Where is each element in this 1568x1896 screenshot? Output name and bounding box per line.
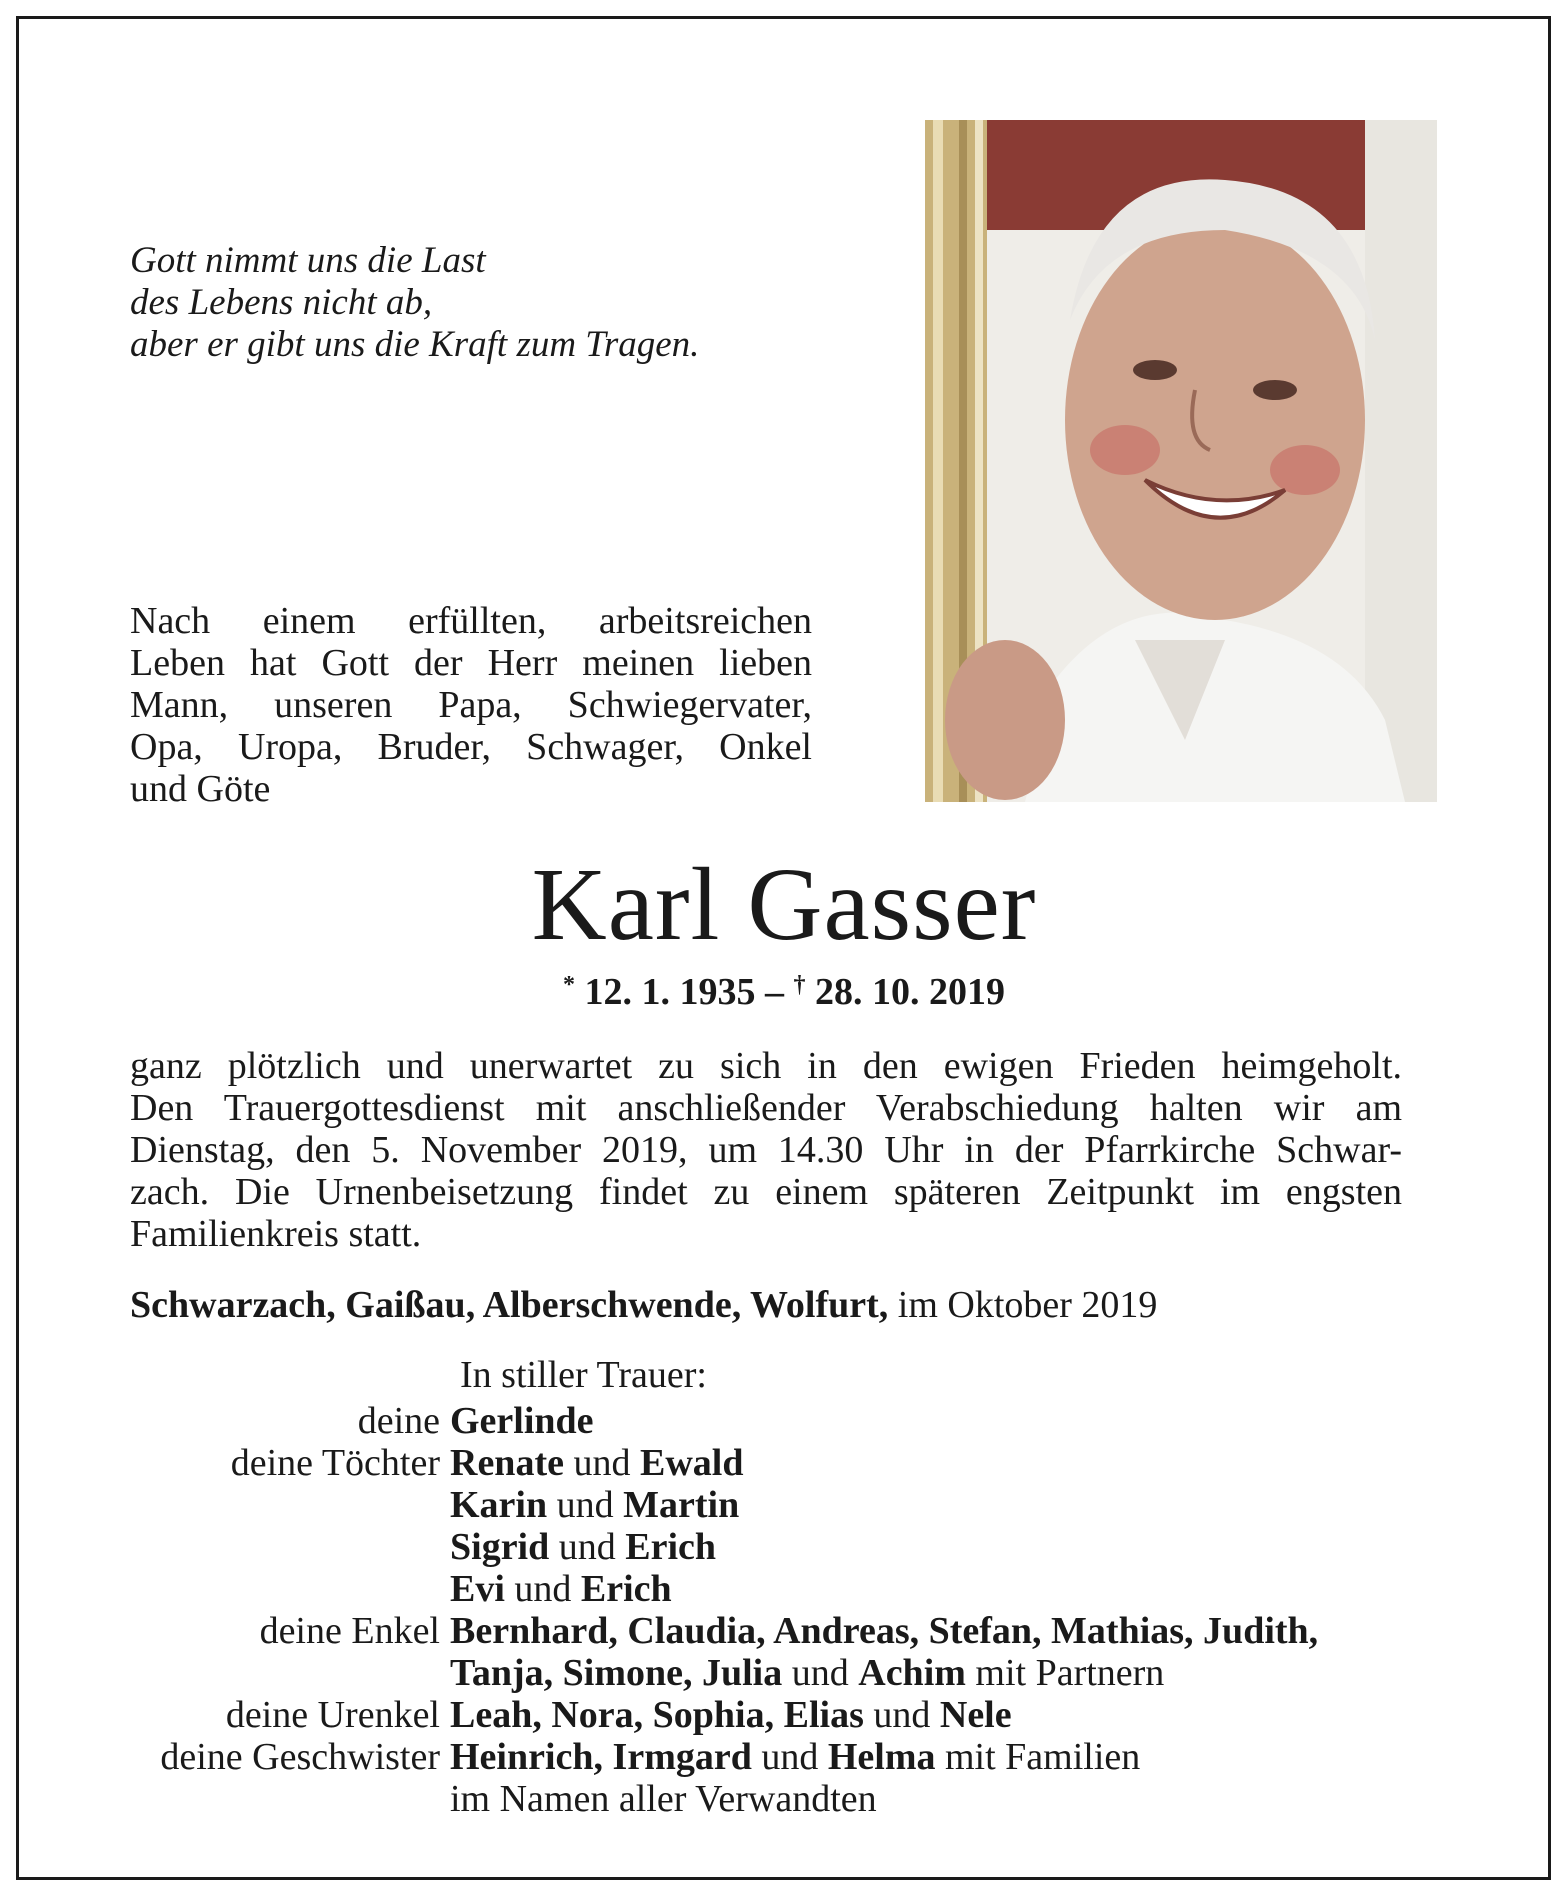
mourners-list <box>90 1400 1490 1820</box>
mourner-names <box>450 1652 1164 1694</box>
body-line: Den Trauergottesdienst mit anschließender Verabschiedung halten wir am <box>130 1087 1402 1129</box>
body-line: Dienstag, den 5. November 2019, um 14.30 Uhr in der Pfarrkirche Schwar- <box>130 1129 1402 1171</box>
birth-date: 12. 1. 1935 <box>584 971 756 1013</box>
mourner-relation: deine Urenkel <box>225 1694 440 1736</box>
portrait-photo <box>925 120 1437 802</box>
mourner-text: und <box>504 1568 581 1610</box>
mourner-relation <box>90 1484 450 1526</box>
mourner-name: Bernhard, Claudia, Andreas, Stefan, Mathias, Judith, <box>450 1610 1319 1652</box>
mourning-heading: In stiller Trauer: <box>460 1354 707 1396</box>
mourner-names <box>450 1778 877 1820</box>
mourner-name: Renate <box>450 1442 564 1484</box>
death-date: 28. 10. 2019 <box>815 971 1005 1013</box>
mourner-row <box>90 1526 1490 1568</box>
intro-line: Opa, Uropa, Bruder, Schwager, Onkel <box>130 726 812 768</box>
place-date: im Oktober 2019 <box>897 1284 1158 1326</box>
mourner-row <box>90 1610 1490 1652</box>
death-mark: † <box>793 972 806 998</box>
mourner-names <box>450 1568 672 1610</box>
mourner-name: Sigrid <box>450 1526 550 1568</box>
mourner-relation: deine <box>357 1400 440 1442</box>
mourner-text: mit Familien <box>935 1736 1141 1778</box>
intro-line: und Göte <box>130 768 271 810</box>
motto-line: Gott nimmt uns die Last <box>130 240 486 281</box>
mourner-name: Tanja, Simone, Julia <box>450 1652 783 1694</box>
mourner-relation <box>90 1526 450 1568</box>
mourner-row <box>90 1778 1490 1820</box>
mourner-text: und <box>549 1526 626 1568</box>
mourner-text: im Namen aller Verwandten <box>450 1778 877 1820</box>
mourner-text: und <box>751 1736 828 1778</box>
mourner-relation: deine Töchter <box>230 1442 440 1484</box>
body-line: zach. Die Urnenbeisetzung findet zu einem späteren Zeitpunkt im engsten <box>130 1171 1402 1213</box>
mourner-relation <box>90 1778 450 1820</box>
mourner-text: und <box>547 1484 624 1526</box>
mourner-name: Erich <box>580 1568 672 1610</box>
mourner-text: und <box>782 1652 859 1694</box>
mourner-relation <box>90 1568 450 1610</box>
date-separator: – <box>765 971 784 1013</box>
birth-mark: * <box>563 972 575 998</box>
motto-line: aber er gibt uns die Kraft zum Tragen. <box>130 324 700 365</box>
mourner-name: Leah, Nora, Sophia, Elias <box>450 1694 864 1736</box>
mourner-names <box>450 1610 1318 1652</box>
mourner-name: Heinrich, Irmgard <box>450 1736 752 1778</box>
life-dates <box>0 962 1568 1015</box>
mourner-names <box>450 1526 716 1568</box>
mourner-name: Achim <box>858 1652 966 1694</box>
mourner-text: mit Partnern <box>965 1652 1165 1694</box>
mourner-names <box>450 1400 594 1442</box>
mourner-text: und <box>563 1442 640 1484</box>
mourner-row <box>90 1484 1490 1526</box>
mourner-names <box>450 1484 739 1526</box>
intro-line: Leben hat Gott der Herr meinen lieben <box>130 642 812 684</box>
mourner-relation <box>90 1652 450 1694</box>
body-line: Familienkreis statt. <box>130 1213 422 1255</box>
mourner-name: Erich <box>625 1526 717 1568</box>
motto-line: des Lebens nicht ab, <box>130 282 433 323</box>
mourner-names <box>450 1694 1012 1736</box>
place-date-line <box>130 1282 1430 1328</box>
funeral-notice-paragraph <box>130 1045 1402 1255</box>
mourner-names <box>450 1442 743 1484</box>
mourner-name: Evi <box>450 1568 505 1610</box>
mourner-text: und <box>863 1694 940 1736</box>
mourner-name: Nele <box>939 1694 1012 1736</box>
mourner-row <box>90 1736 1490 1778</box>
motto-quote <box>130 240 830 366</box>
mourner-name: Martin <box>623 1484 740 1526</box>
mourner-name: Karin <box>450 1484 548 1526</box>
deceased-name: Karl Gasser <box>531 847 1037 962</box>
mourner-name: Helma <box>827 1736 936 1778</box>
intro-line: Nach einem erfüllten, arbeitsreichen <box>130 600 812 642</box>
mourner-row <box>90 1652 1490 1694</box>
mourner-relation: deine Enkel <box>259 1610 440 1652</box>
mourner-name: Ewald <box>639 1442 744 1484</box>
mourner-names <box>450 1736 1140 1778</box>
intro-paragraph <box>130 600 812 810</box>
intro-line: Mann, unseren Papa, Schwiegervater, <box>130 684 812 726</box>
places-list: Schwarzach, Gaißau, Alberschwende, Wolfurt, <box>130 1284 889 1326</box>
mourner-row <box>90 1568 1490 1610</box>
mourner-row <box>90 1694 1490 1736</box>
portrait-illustration <box>925 120 1437 802</box>
mourner-row <box>90 1442 1490 1484</box>
mourner-row <box>90 1400 1490 1442</box>
mourner-name: Gerlinde <box>450 1400 594 1442</box>
mourner-relation: deine Geschwister <box>160 1736 440 1778</box>
body-line: ganz plötzlich und unerwartet zu sich in den ewigen Frieden heimgeholt. <box>130 1045 1402 1087</box>
